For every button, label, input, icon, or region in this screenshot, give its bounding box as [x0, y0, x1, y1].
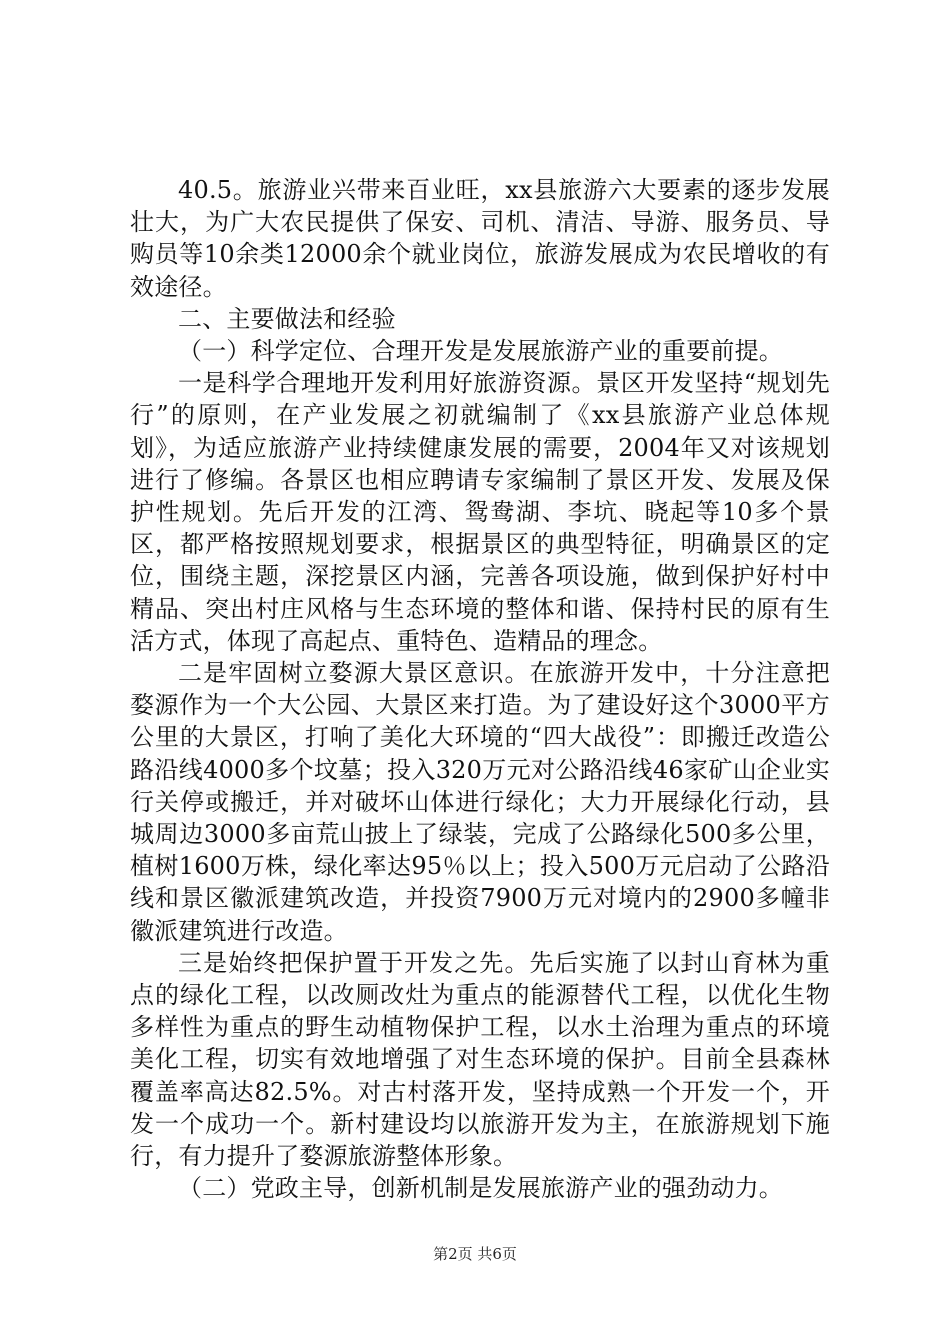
section-heading-methods: 二、主要做法和经验: [178, 304, 396, 333]
paragraph-scenic-area: 二是牢固树立婺源大景区意识。在旅游开发中，十分注意把婺源作为一个大公园、大景区来打造。为了建设好这个3000平方公里的大景区，打响了美化大环境的“四大战役”：即搬迁改造公路沿线4000多个坟墓；投入320万元对公路沿线46家矿山企业实行关停或搬迁，并对破坏山体进行绿化；大力开展绿化行动，县城周边3000多亩荒山披上了绿装，完成了公路绿化500多公里，植树1600万株，绿化率达95％以上；投入500万元启动了公路沿线和景区徽派建筑改造，并投资7900万元对境内的2900多幢非徽派建筑进行改造。: [130, 659, 830, 945]
paragraph-protection: 三是始终把保护置于开发之先。先后实施了以封山育林为重点的绿化工程，以改厕改灶为重点的能源替代工程，以优化生物多样性为重点的野生动植物保护工程，以水土治理为重点的环境美化工程，切实有效地增强了对生态环境的保护。目前全县森林覆盖率高达82.5%。对古村落开发，坚持成熟一个开发一个，开发一个成功一个。新村建设均以旅游开发为主，在旅游规划下施行，有力提升了婺源旅游整体形象。: [130, 948, 830, 1171]
paragraph-planning: 一是科学合理地开发利用好旅游资源。景区开发坚持“规划先行”的原则，在产业发展之初就编制了《xx县旅游产业总体规划》，为适应旅游产业持续健康发展的需要，2004年又对该规划进行了修编。各景区也相应聘请专家编制了景区开发、发展及保护性规划。先后开发的江湾、鸳鸯湖、李坑、晓起等10多个景区，都严格按照规划要求，根据景区的典型特征，明确景区的定位，围绕主题，深挖景区内涵，完善各项设施，做到保护好村中精品、突出村庄风格与生态环境的整体和谐、保持村民的原有生活方式，体现了高起点、重特色、造精品的理念。: [130, 369, 830, 655]
document-body: [130, 174, 830, 1205]
page-number-footer: 第2页 共6页: [433, 1245, 517, 1263]
subsection-heading-1: （一）科学定位、合理开发是发展旅游产业的重要前提。: [178, 337, 783, 366]
subsection-heading-2: （二）党政主导，创新机制是发展旅游产业的强劲动力。: [178, 1174, 783, 1203]
paragraph-employment: 40.5。旅游业兴带来百业旺，xx县旅游六大要素的逐步发展壮大，为广大农民提供了保安、司机、清洁、导游、服务员、导购员等10余类12000余个就业岗位，旅游发展成为农民增收的有效途径。: [130, 176, 830, 301]
